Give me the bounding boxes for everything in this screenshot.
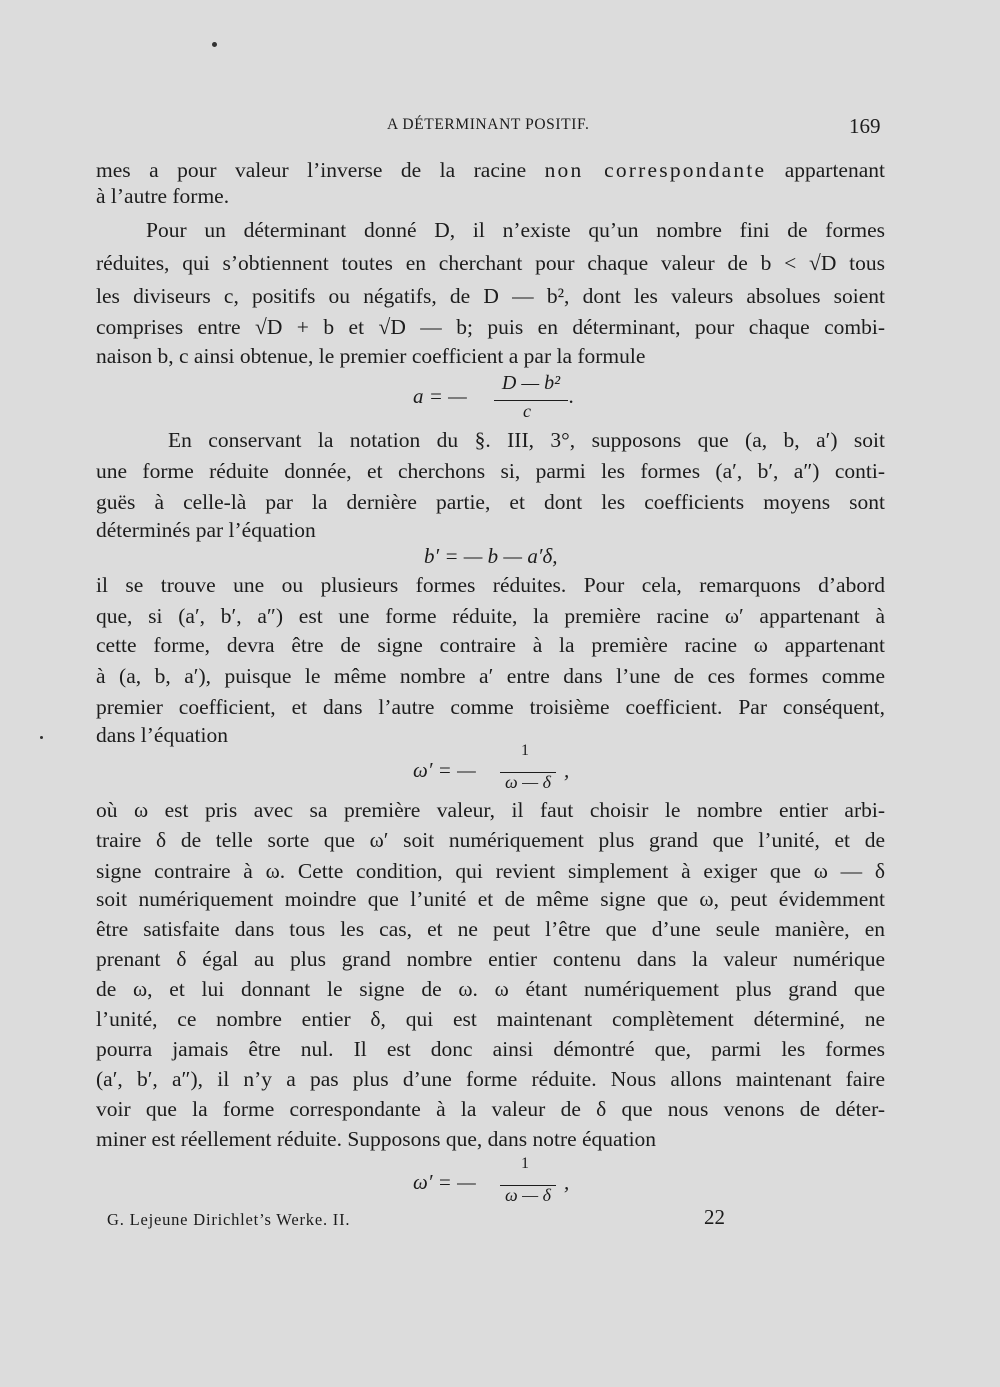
text-line: réduites, qui s’obtiennent toutes en cherchant pour chaque valeur de b < √D tous <box>96 251 885 275</box>
formula-end: , <box>564 758 570 782</box>
footer-signature: G. Lejeune Dirichlet’s Werke. II. <box>107 1210 351 1229</box>
formula-a <box>413 384 467 409</box>
running-header: A DÉTERMINANT POSITIF. <box>387 116 590 133</box>
formula-numerator: 1 <box>521 742 529 759</box>
text-line: les diviseurs c, positifs ou négatifs, de D — b², dont les valeurs absolues soient <box>96 284 885 308</box>
signature-mark: 22 <box>704 1205 725 1229</box>
text-line: cette forme, devra être de signe contraire à la première racine ω appartenant <box>96 633 885 657</box>
formula-lhs: ω′ = — <box>413 1170 476 1194</box>
text-line: premier coefficient, et dans l’autre comme troisième coefficient. Par conséquent, <box>96 695 885 719</box>
ink-speck <box>212 42 217 47</box>
text-line: naison b, c ainsi obtenue, le premier coefficient a par la formule <box>96 344 646 368</box>
ink-speck <box>40 736 43 739</box>
page-number: 169 <box>849 114 881 138</box>
formula-omega-prime-2 <box>413 1170 476 1195</box>
text-line: prenant δ égal au plus grand nombre entier contenu dans la valeur numérique <box>96 947 885 971</box>
text-line: miner est réellement réduite. Supposons que, dans notre équation <box>96 1127 657 1151</box>
text-line: à (a, b, a′), puisque le même nombre a′ entre dans l’une de ces formes comme <box>96 664 885 688</box>
text-line: comprises entre √D + b et √D — b; puis en déterminant, pour chaque combi- <box>96 315 885 339</box>
formula-lhs: a = — <box>413 384 467 408</box>
text-line: que, si (a′, b′, a″) est une forme réduite, la première racine ω′ appartenant à <box>96 604 885 628</box>
text-line: il se trouve une ou plusieurs formes réduites. Pour cela, remarquons d’abord <box>96 573 885 597</box>
text-line: voir que la forme correspondante à la valeur de δ que nous venons de déter- <box>96 1097 885 1121</box>
text-line: (a′, b′, a″), il n’y a pas plus d’une forme réduite. Nous allons maintenant faire <box>96 1067 885 1091</box>
text-line: mes a pour valeur l’inverse de la racine non correspondante appartenant <box>96 158 885 182</box>
formula-lhs: ω′ = — <box>413 758 476 782</box>
text-line: soit numériquement moindre que l’unité et de même signe que ω, peut évidemment <box>96 887 885 911</box>
formula-denominator: c <box>523 401 531 421</box>
text-line: Pour un déterminant donné D, il n’existe qu’un nombre fini de formes <box>146 218 885 242</box>
formula-b-prime: b′ = — b — a′δ, <box>424 544 558 568</box>
formula-end: . <box>569 384 575 408</box>
formula-denominator: ω — δ <box>504 772 552 792</box>
formula-denominator: ω — δ <box>504 1185 552 1205</box>
text-line: pourra jamais être nul. Il est donc ainsi démontré que, parmi les formes <box>96 1037 885 1061</box>
formula-end: , <box>564 1170 570 1194</box>
text-line: une forme réduite donnée, et cherchons si, parmi les formes (a′, b′, a″) conti- <box>96 459 885 483</box>
formula-numerator: D — b² <box>501 372 561 394</box>
text-line: En conservant la notation du §. III, 3°, supposons que (a, b, a′) soit <box>168 428 885 452</box>
text-line: être satisfaite dans tous les cas, et ne peut l’être que d’une seule manière, en <box>96 917 885 941</box>
text-line: dans l’équation <box>96 723 228 747</box>
formula-omega-prime <box>413 758 476 783</box>
formula-numerator: 1 <box>521 1155 529 1172</box>
text-line: signe contraire à ω. Cette condition, qui revient simplement à exiger que ω — δ <box>96 859 885 883</box>
text-line: l’unité, ce nombre entier δ, qui est maintenant complètement déterminé, ne <box>96 1007 885 1031</box>
text-line: guës à celle-là par la dernière partie, et dont les coefficients moyens sont <box>96 490 885 514</box>
text-line: de ω, et lui donnant le signe de ω. ω étant numériquement plus grand que <box>96 977 885 1001</box>
text-line: déterminés par l’équation <box>96 518 316 542</box>
text-line: traire δ de telle sorte que ω′ soit numériquement plus grand que l’unité, et de <box>96 828 885 852</box>
text-line: où ω est pris avec sa première valeur, il faut choisir le nombre entier arbi- <box>96 798 885 822</box>
text-line: à l’autre forme. <box>96 184 230 208</box>
